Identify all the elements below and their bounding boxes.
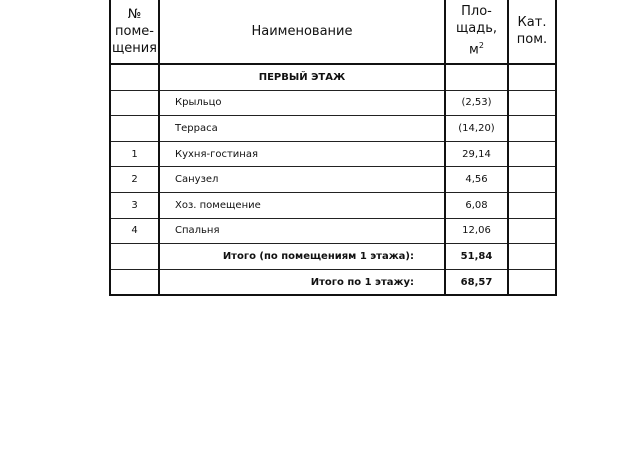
room-number: 3 (110, 192, 159, 218)
room-category (508, 141, 556, 167)
section-title: ПЕРВЫЙ ЭТАЖ (159, 64, 445, 90)
room-category (508, 90, 556, 116)
table-row (110, 116, 556, 142)
total-area: 51,84 (445, 244, 508, 270)
room-area: 6,08 (445, 192, 508, 218)
table-row (110, 141, 556, 167)
table-row (110, 167, 556, 193)
room-name: Терраса (159, 116, 445, 142)
section-row (110, 64, 556, 90)
room-number: 2 (110, 167, 159, 193)
room-area: (2,53) (445, 90, 508, 116)
header-area: Пло- щадь, $м^2$ (445, 0, 508, 64)
table-row (110, 90, 556, 116)
table-row (110, 218, 556, 244)
room-number (110, 116, 159, 142)
room-category (508, 218, 556, 244)
table-row (110, 192, 556, 218)
header-name: Наименование (159, 0, 445, 64)
room-area: 29,14 (445, 141, 508, 167)
room-category (508, 167, 556, 193)
table-header (110, 0, 556, 64)
room-name: Спальня (159, 218, 445, 244)
room-number (110, 90, 159, 116)
room-name: Хоз. помещение (159, 192, 445, 218)
room-category (508, 116, 556, 142)
room-area: (14,20) (445, 116, 508, 142)
room-name: Санузел (159, 167, 445, 193)
room-number: 4 (110, 218, 159, 244)
room-name: Крыльцо (159, 90, 445, 116)
header-category: Кат. пом. (508, 0, 556, 64)
total-row (110, 244, 556, 270)
room-area: 12,06 (445, 218, 508, 244)
total-area: 68,57 (445, 269, 508, 295)
room-category (508, 192, 556, 218)
header-number: № поме- щения (110, 0, 159, 64)
total-label: Итого по 1 этажу: (159, 269, 445, 295)
room-area: 4,56 (445, 167, 508, 193)
total-label: Итого (по помещениям 1 этажа): (159, 244, 445, 270)
room-schedule-table (109, 0, 557, 296)
total-row (110, 269, 556, 295)
room-name: Кухня-гостиная (159, 141, 445, 167)
room-number: 1 (110, 141, 159, 167)
